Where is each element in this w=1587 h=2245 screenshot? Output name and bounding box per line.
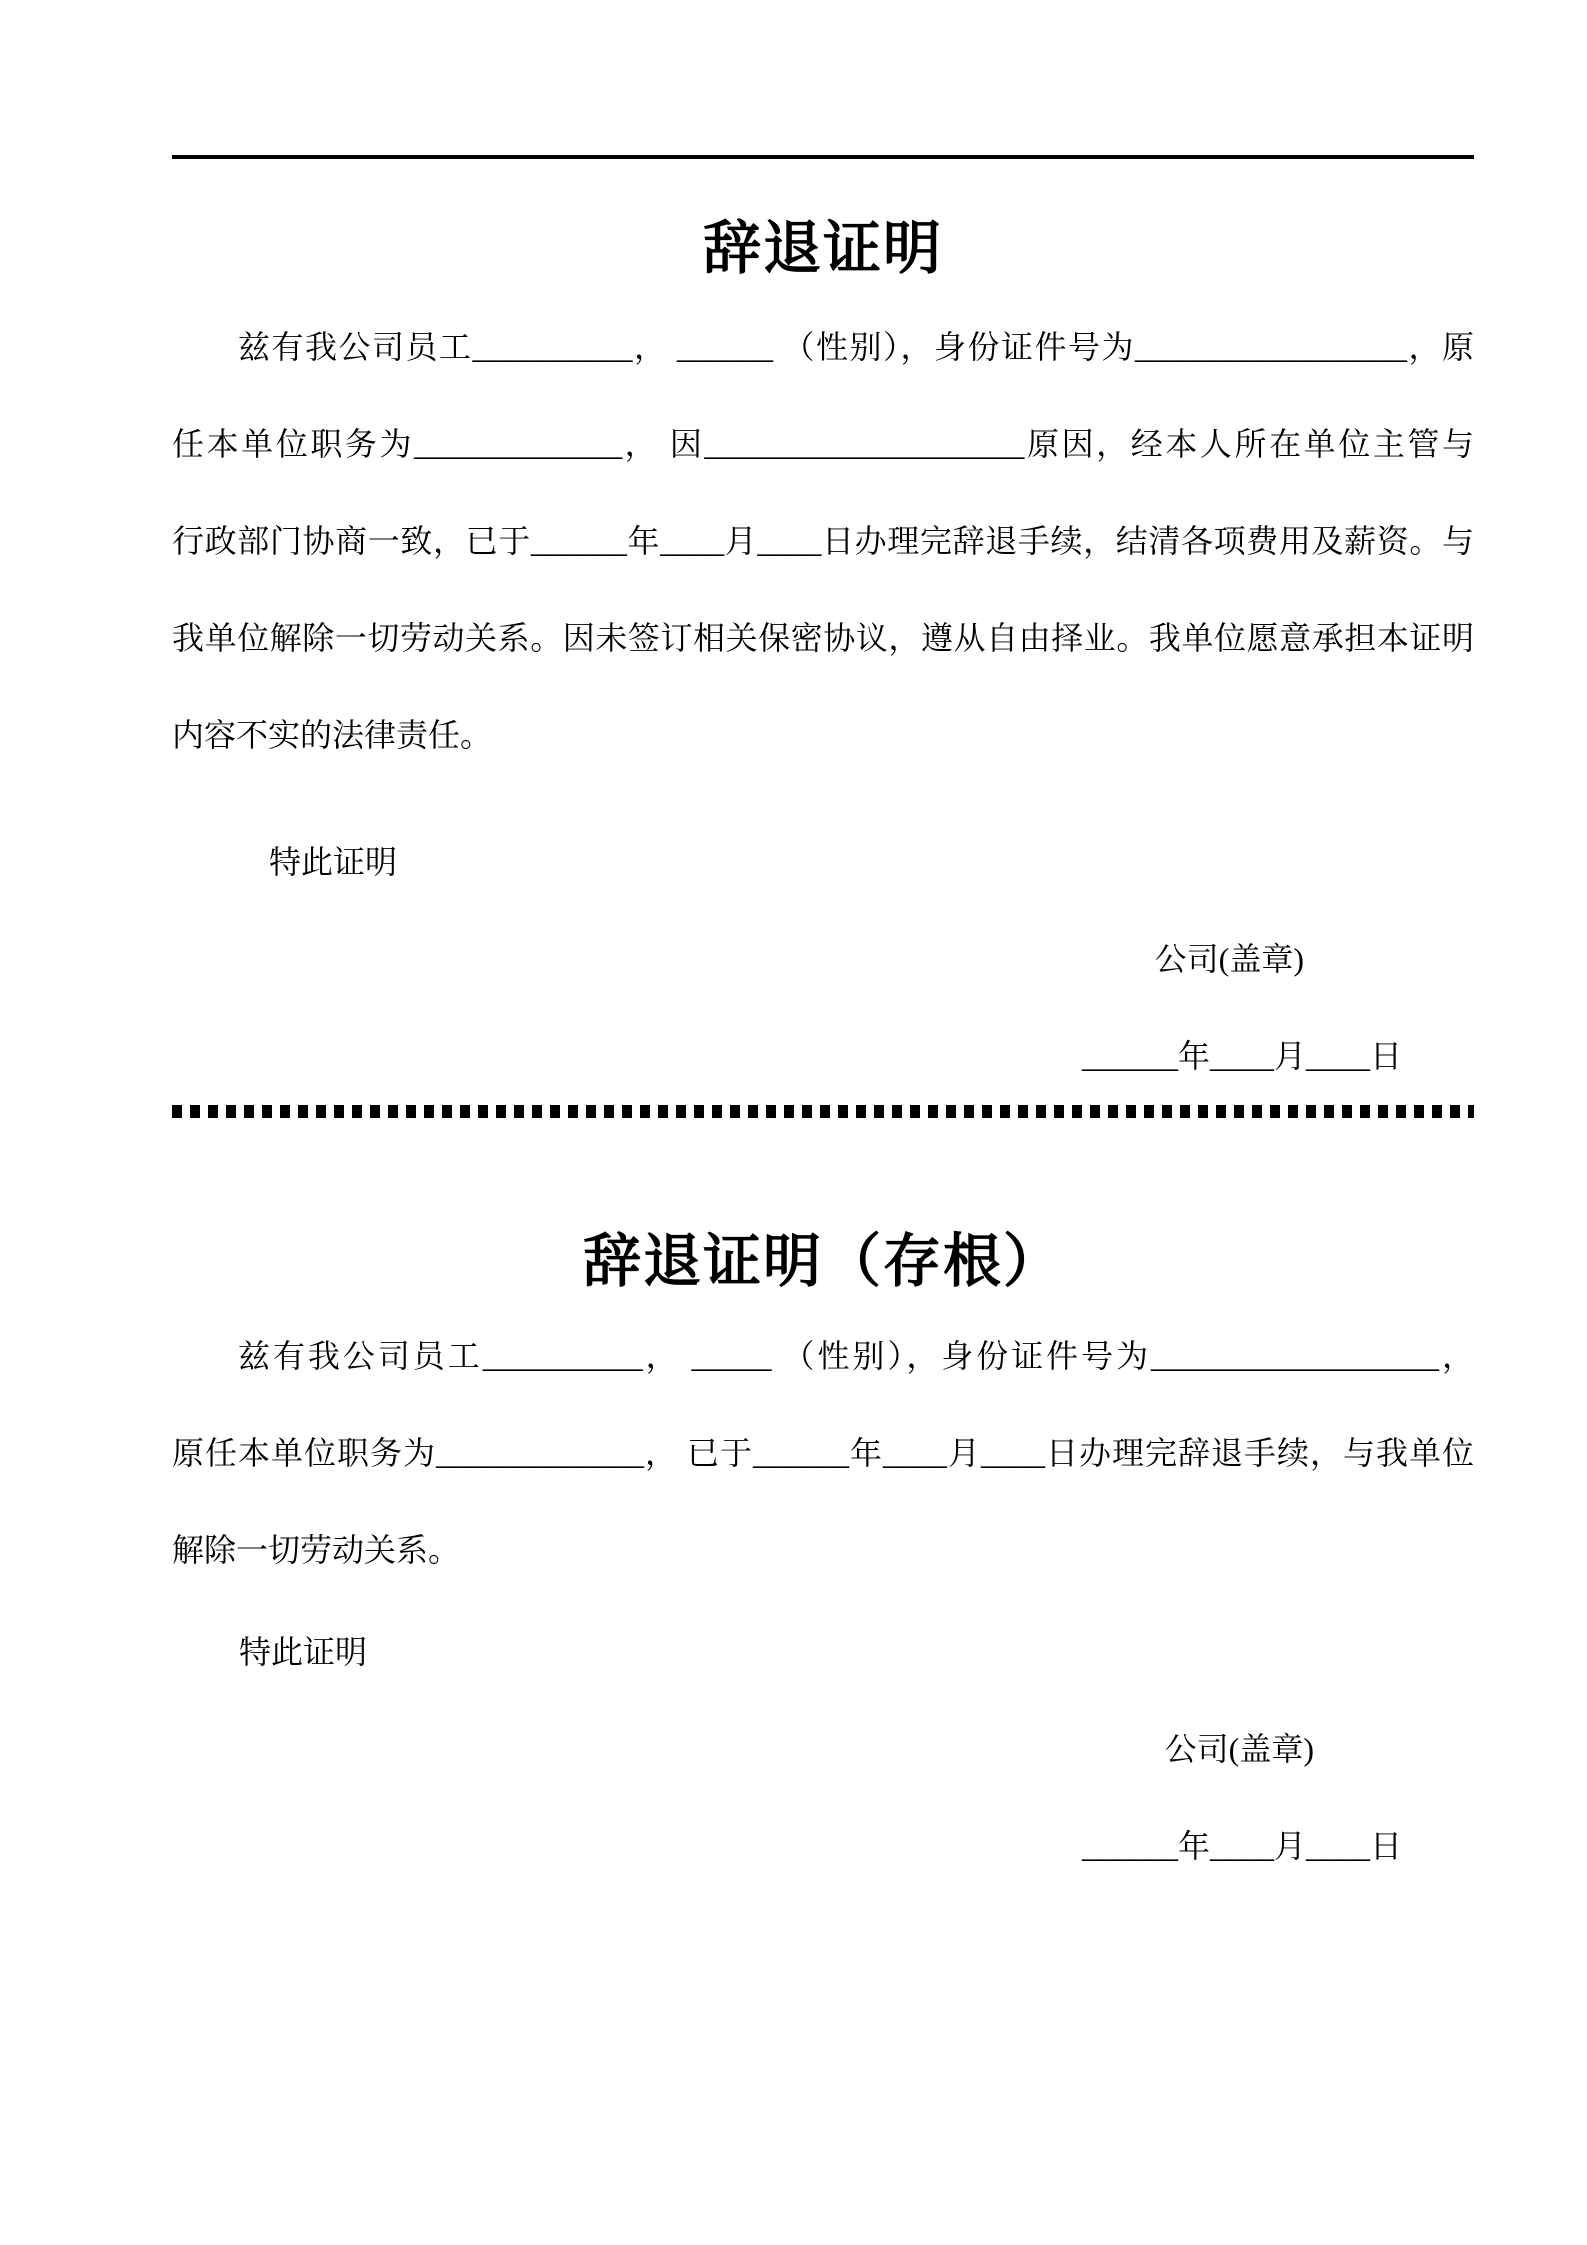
stub-closing-statement: 特此证明 xyxy=(239,1634,368,1670)
paragraph-line: 原任本单位职务为_____________， 已于______年____月____日办理完辞退手续，与我单位 xyxy=(172,1435,1474,1471)
stub-company-seal-label: 公司(盖章) xyxy=(1164,1731,1314,1767)
header-rule xyxy=(172,155,1474,159)
stub-paragraph xyxy=(172,1308,1474,1599)
paragraph-line: 解除一切劳动关系。 xyxy=(172,1532,461,1568)
certificate-section xyxy=(172,213,1474,1105)
document-content xyxy=(0,155,1587,1895)
paragraph-line: 兹有我公司员工__________， _____ （性别），身份证件号为__________________， xyxy=(238,1338,1474,1374)
certificate-title: 辞退证明 xyxy=(702,216,943,281)
paragraph-line: 行政部门协商一致，已于______年____月____日办理完辞退手续，结清各项费用及薪资。与 xyxy=(172,523,1474,559)
date-blank-line: ______年____月____日 xyxy=(1081,1038,1402,1074)
paragraph-line: 任本单位职务为_____________， 因____________________原因，经本人所在单位主管与 xyxy=(172,426,1474,462)
certificate-paragraph xyxy=(172,299,1474,784)
stub-title: 辞退证明（存根） xyxy=(582,1229,1063,1294)
stub-date-blank-line: ______年____月____日 xyxy=(1081,1828,1402,1864)
tear-off-dashed-divider xyxy=(172,1105,1474,1118)
paragraph-line: 兹有我公司员工__________， ______ （性别），身份证件号为_________________，原 xyxy=(238,329,1474,365)
closing-statement: 特此证明 xyxy=(269,844,398,880)
stub-section xyxy=(172,1226,1474,1895)
company-seal-label: 公司(盖章) xyxy=(1154,941,1304,977)
paragraph-line: 内容不实的法律责任。 xyxy=(172,717,493,753)
paragraph-line: 我单位解除一切劳动关系。因未签订相关保密协议，遵从自由择业。我单位愿意承担本证明 xyxy=(172,620,1474,656)
